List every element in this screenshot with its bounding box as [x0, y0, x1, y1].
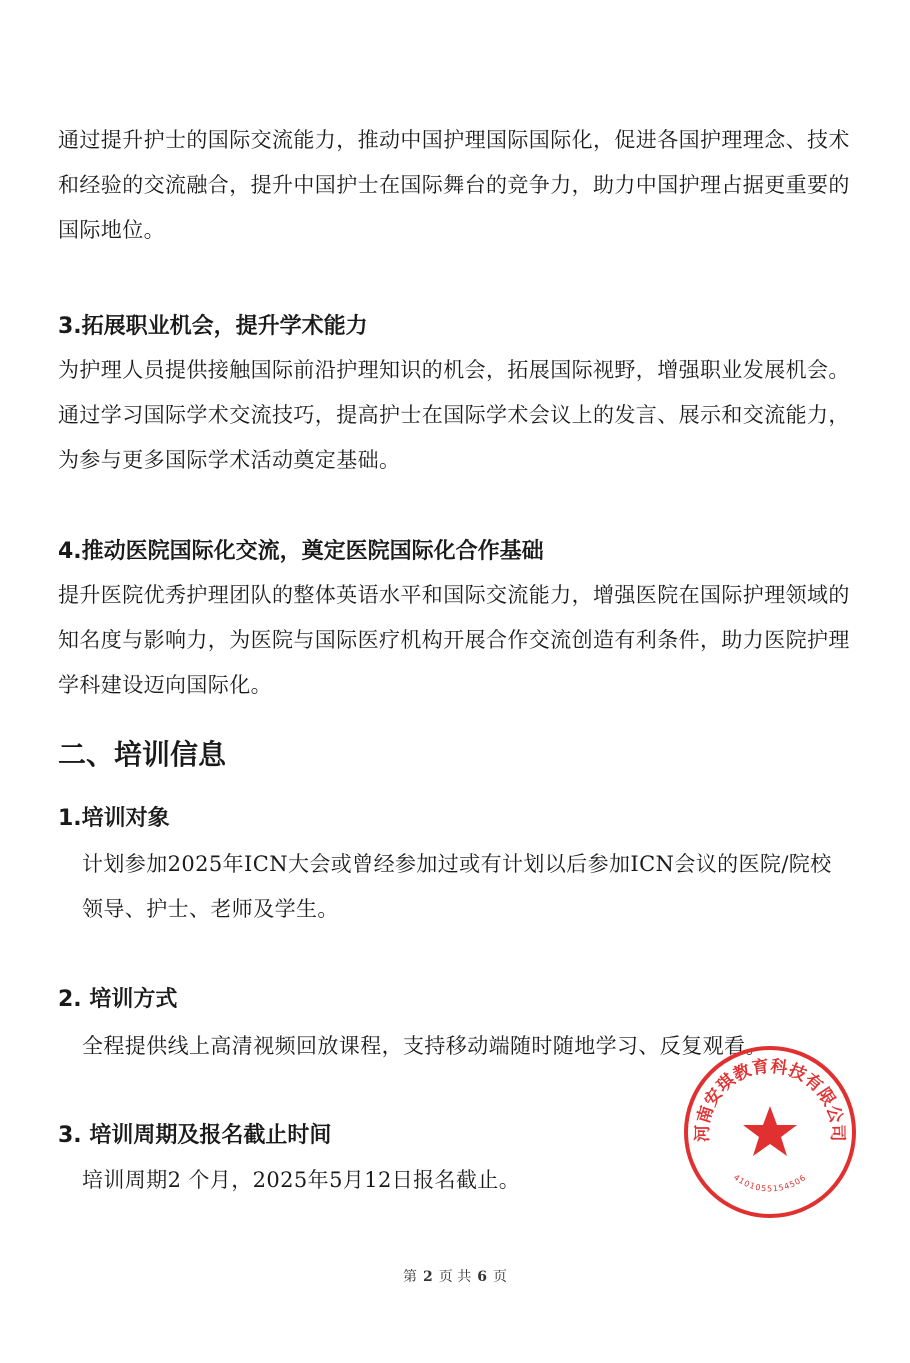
company-seal — [682, 1044, 858, 1220]
training-target-heading: 1.培训对象 — [58, 806, 170, 831]
seal-company-name: 河南安琪教育科技有限公司 — [692, 1056, 848, 1143]
training-period-body: 培训周期2 个月，2025年5月12日报名截止。 — [82, 1168, 521, 1192]
goal-4-body: 提升医院优秀护理团队的整体英语水平和国际交流能力，增强医院在国际护理领域的知名度与影响力，为医院与国际医疗机构开展合作交流创造有利条件，助力医院护理学科建设迈向国际化。 — [58, 583, 850, 697]
goal-4-heading: 4.推动医院国际化交流，奠定医院国际化合作基础 — [58, 539, 544, 564]
page-footer — [0, 1266, 910, 1286]
training-period-heading: 3. 培训周期及报名截止时间 — [58, 1123, 332, 1148]
seal-star-icon — [743, 1106, 797, 1156]
footer-prefix: 第 — [403, 1269, 418, 1285]
section-two-title: 二、培训信息 — [58, 738, 227, 771]
training-method-heading: 2. 培训方式 — [58, 987, 178, 1012]
intro-paragraph: 通过提升护士的国际交流能力，推动中国护理国际国际化，促进各国护理理念、技术和经验的交流融合，提升中国护士在国际舞台的竞争力，助力中国护理占据更重要的国际地位。 — [58, 128, 850, 242]
footer-middle: 页 共 — [438, 1269, 472, 1285]
footer-total-pages: 6 — [477, 1269, 487, 1285]
footer-current-page: 2 — [423, 1269, 433, 1285]
training-target-body: 计划参加2025年ICN大会或曾经参加过或有计划以后参加ICN会议的医院/院校领导、护士、老师及学生。 — [82, 852, 832, 921]
training-method-body: 全程提供线上高清视频回放课程，支持移动端随时随地学习、反复观看。 — [82, 1034, 767, 1058]
goal-3-heading: 3.拓展职业机会，提升学术能力 — [58, 314, 368, 339]
goal-3-body: 为护理人员提供接触国际前沿护理知识的机会，拓展国际视野，增强职业发展机会。通过学习国际学术交流技巧，提高护士在国际学术会议上的发言、展示和交流能力，为参与更多国际学术活动奠定基础。 — [58, 358, 850, 472]
seal-code: 4101055154506 — [731, 1172, 809, 1194]
footer-suffix: 页 — [492, 1269, 507, 1285]
